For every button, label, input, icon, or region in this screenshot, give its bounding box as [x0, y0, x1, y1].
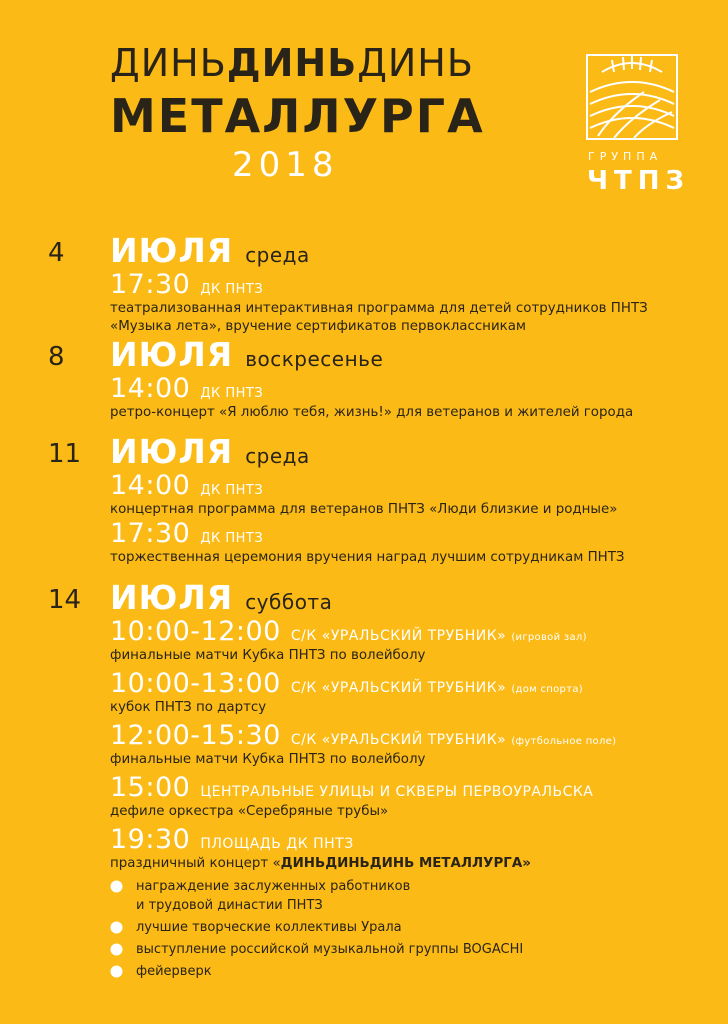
event-description: дефиле оркестра «Серебряные трубы» — [110, 804, 389, 819]
weekday: среда — [245, 444, 310, 468]
event-venue: ПЛОЩАДЬ ДК ПНТЗ — [200, 836, 354, 852]
event — [110, 374, 728, 422]
event-time: 10:00-12:00 — [110, 616, 281, 647]
day-block — [0, 579, 728, 981]
flower-icon — [110, 880, 123, 893]
event-time: 10:00-13:00 — [110, 668, 281, 699]
event — [110, 519, 728, 567]
event-time: 17:30 — [110, 269, 191, 300]
event-venue: ЦЕНТРАЛЬНЫЕ УЛИЦЫ И СКВЕРЫ ПЕРВОУРАЛЬСКА — [200, 784, 594, 800]
day-number: 11 — [48, 439, 82, 469]
weekday: воскресенье — [245, 347, 384, 371]
desc-prefix: праздничный концерт « — [110, 856, 281, 871]
day-block — [0, 336, 728, 433]
event-description: концертная программа для ветеранов ПНТЗ «Люди близкие и родные» — [110, 502, 618, 517]
schedule — [0, 232, 728, 984]
bullet-list — [110, 877, 728, 981]
bullet-text: награждение заслуженных работников — [136, 879, 411, 894]
company-logo — [584, 52, 680, 142]
event — [110, 773, 728, 825]
day-block — [0, 433, 728, 579]
day-number: 4 — [48, 238, 65, 268]
event-time: 15:00 — [110, 772, 191, 803]
list-item — [110, 918, 728, 937]
day-number: 14 — [48, 585, 82, 615]
day-block — [0, 232, 728, 336]
event-time: 19:30 — [110, 824, 191, 855]
day-header — [110, 579, 728, 617]
event — [110, 270, 728, 336]
day-header — [110, 433, 728, 471]
logo-subtitle: ГРУППА — [588, 150, 663, 163]
event — [110, 669, 728, 721]
month: ИЮЛЯ — [110, 231, 234, 270]
event-venue: ДК ПНТЗ — [200, 531, 264, 546]
title-bold: ДИНЬ — [226, 41, 358, 85]
event-description: «Музыка лета», вручение сертификатов первоклассникам — [110, 319, 527, 334]
bullet-text: фейерверк — [136, 964, 212, 979]
bullet-text: и трудовой династии ПНТЗ — [136, 898, 323, 913]
event-venue: ДК ПНТЗ — [200, 282, 264, 297]
list-item — [110, 962, 728, 981]
flower-icon — [110, 921, 123, 934]
event-time: 14:00 — [110, 470, 191, 501]
event — [110, 617, 728, 669]
event-description: торжественная церемония вручения наград лучшим сотрудникам ПНТЗ — [110, 550, 625, 565]
event-time: 14:00 — [110, 373, 191, 404]
event-time: 12:00-15:30 — [110, 720, 281, 751]
weekday: среда — [245, 243, 310, 267]
event — [110, 825, 728, 873]
day-header — [110, 232, 728, 270]
list-item — [110, 896, 728, 915]
event-venue: С/К «УРАЛЬСКИЙ ТРУБНИК» — [290, 628, 507, 644]
desc-bold-a: ДИНЬ — [280, 856, 326, 871]
flower-icon — [110, 943, 123, 956]
event-venue-detail: (дом спорта) — [511, 684, 583, 695]
event-venue-detail: (игровой зал) — [511, 632, 587, 643]
logo-title: ЧТПЗ — [587, 166, 690, 196]
weekday: суббота — [245, 590, 333, 614]
year: 2018 — [232, 145, 339, 185]
event-description: кубок ПНТЗ по дартсу — [110, 700, 267, 715]
bullet-text: лучшие творческие коллективы Урала — [136, 920, 402, 935]
desc-bold-c: ДИНЬ МЕТАЛЛУРГА» — [369, 856, 531, 871]
list-item — [110, 877, 728, 896]
event-venue: С/К «УРАЛЬСКИЙ ТРУБНИК» — [290, 732, 507, 748]
title-prefix: ДИНЬ — [110, 41, 227, 85]
event-description — [110, 855, 728, 873]
month: ИЮЛЯ — [110, 578, 234, 617]
event — [110, 721, 728, 773]
title-line-1 — [110, 41, 474, 85]
title-suffix: ДИНЬ — [357, 41, 474, 85]
event-venue-detail: (футбольное поле) — [511, 736, 617, 747]
event-description: ретро-концерт «Я люблю тебя, жизнь!» для ветеранов и жителей города — [110, 405, 634, 420]
flower-icon — [110, 965, 123, 978]
day-number: 8 — [48, 342, 65, 372]
event-description: театрализованная интерактивная программа для детей сотрудников ПНТЗ — [110, 301, 648, 316]
event-venue: С/К «УРАЛЬСКИЙ ТРУБНИК» — [290, 680, 507, 696]
event-description: финальные матчи Кубка ПНТЗ по волейболу — [110, 648, 426, 663]
event-venue: ДК ПНТЗ — [200, 386, 264, 401]
month: ИЮЛЯ — [110, 432, 234, 471]
event-time: 17:30 — [110, 518, 191, 549]
event-description: финальные матчи Кубка ПНТЗ по волейболу — [110, 752, 426, 767]
bullet-text: выступление российской музыкальной группы BOGACHI — [136, 942, 524, 957]
month: ИЮЛЯ — [110, 335, 234, 374]
event — [110, 471, 728, 519]
list-item — [110, 940, 728, 959]
sun-fields-icon — [584, 52, 680, 142]
desc-bold-b: ДИНЬ — [325, 856, 370, 871]
event-venue: ДК ПНТЗ — [200, 483, 264, 498]
title-line-2: МЕТАЛЛУРГА — [110, 89, 485, 143]
day-header — [110, 336, 728, 374]
